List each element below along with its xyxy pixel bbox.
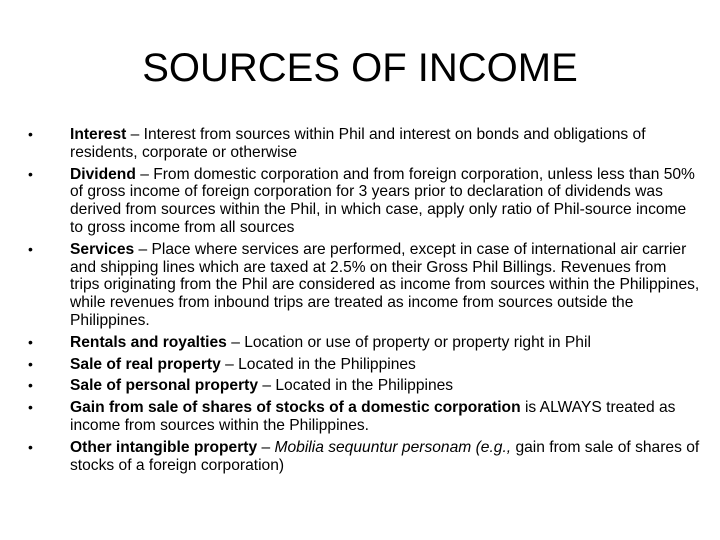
bullet-description: – From domestic corporation and from foreign corporation, unless less than 50% of gross income of foreign corporation for 3 years prior to declaration of dividends was derived from sources within the Phil, in which case, apply only ratio of Phil-source income to gross income from all sources (70, 165, 695, 236)
bullet-point-icon: • (28, 355, 33, 372)
bullet-description: – Located in the Philippines (220, 355, 416, 373)
bullet-text (70, 439, 700, 475)
bullet-point-icon: • (28, 399, 33, 416)
bullet-other-intangible-property (28, 439, 700, 475)
bullet-term: Dividend (70, 165, 136, 183)
bullet-term: Services (70, 240, 135, 258)
bullet-term: Sale of personal property (70, 377, 259, 395)
bullet-description: – Location or use of property or property right in Phil (226, 333, 591, 351)
bullet-dividend (28, 166, 700, 237)
bullet-description-prefix: – (257, 438, 275, 456)
bullet-description: – Place where services are performed, except in case of international air carrier and shipping lines which are taxed at 2.5% on their Gross Phil Billings. Revenues from trips originating from the Phil are considered as income from sources within the Philippines, while revenues from inbound trips are treated as income from sources outside the Philippines. (70, 240, 700, 329)
bullet-term: Sale of real property (70, 355, 221, 373)
slide-title: SOURCES OF INCOME (142, 46, 578, 90)
bullet-term: Other intangible property (70, 438, 258, 456)
bullet-sale-personal-property (28, 377, 700, 395)
bullet-text (70, 334, 700, 352)
bullet-term: Interest (70, 126, 127, 143)
bullet-sale-real-property (28, 356, 700, 374)
bullet-point-icon: • (28, 333, 33, 350)
bullet-services (28, 241, 700, 330)
bullet-description: – Interest from sources within Phil and interest on bonds and obligations of residents, corporate or otherwise (70, 126, 646, 161)
bullet-description: – Located in the Philippines (258, 377, 454, 395)
bullet-text (70, 166, 700, 237)
bullet-text (70, 399, 700, 435)
bullet-text (70, 356, 700, 374)
bullet-point-icon: • (28, 377, 33, 394)
bullet-term: Gain from sale of shares of stocks of a domestic corporation (70, 399, 521, 417)
bullet-point-icon: • (28, 240, 33, 257)
bullet-description: is ALWAYS treated as income from sources within the Philippines. (70, 399, 676, 434)
bullet-text (70, 126, 700, 162)
bullet-interest (28, 126, 700, 162)
bullet-description-suffix: gain from sale of shares of stocks of a foreign corporation) (70, 438, 700, 474)
bullet-point-icon: • (28, 438, 33, 455)
bullet-text (70, 241, 700, 330)
bullet-list (28, 126, 700, 474)
bullet-term: Rentals and royalties (70, 333, 227, 351)
bullet-point-icon: • (28, 165, 33, 182)
bullet-latin-maxim: Mobilia sequuntur personam (e.g., (274, 438, 512, 456)
bullet-gain-domestic-shares (28, 399, 700, 435)
bullet-text (70, 377, 700, 395)
bullet-rentals-royalties (28, 334, 700, 352)
bullet-point-icon: • (28, 126, 33, 142)
